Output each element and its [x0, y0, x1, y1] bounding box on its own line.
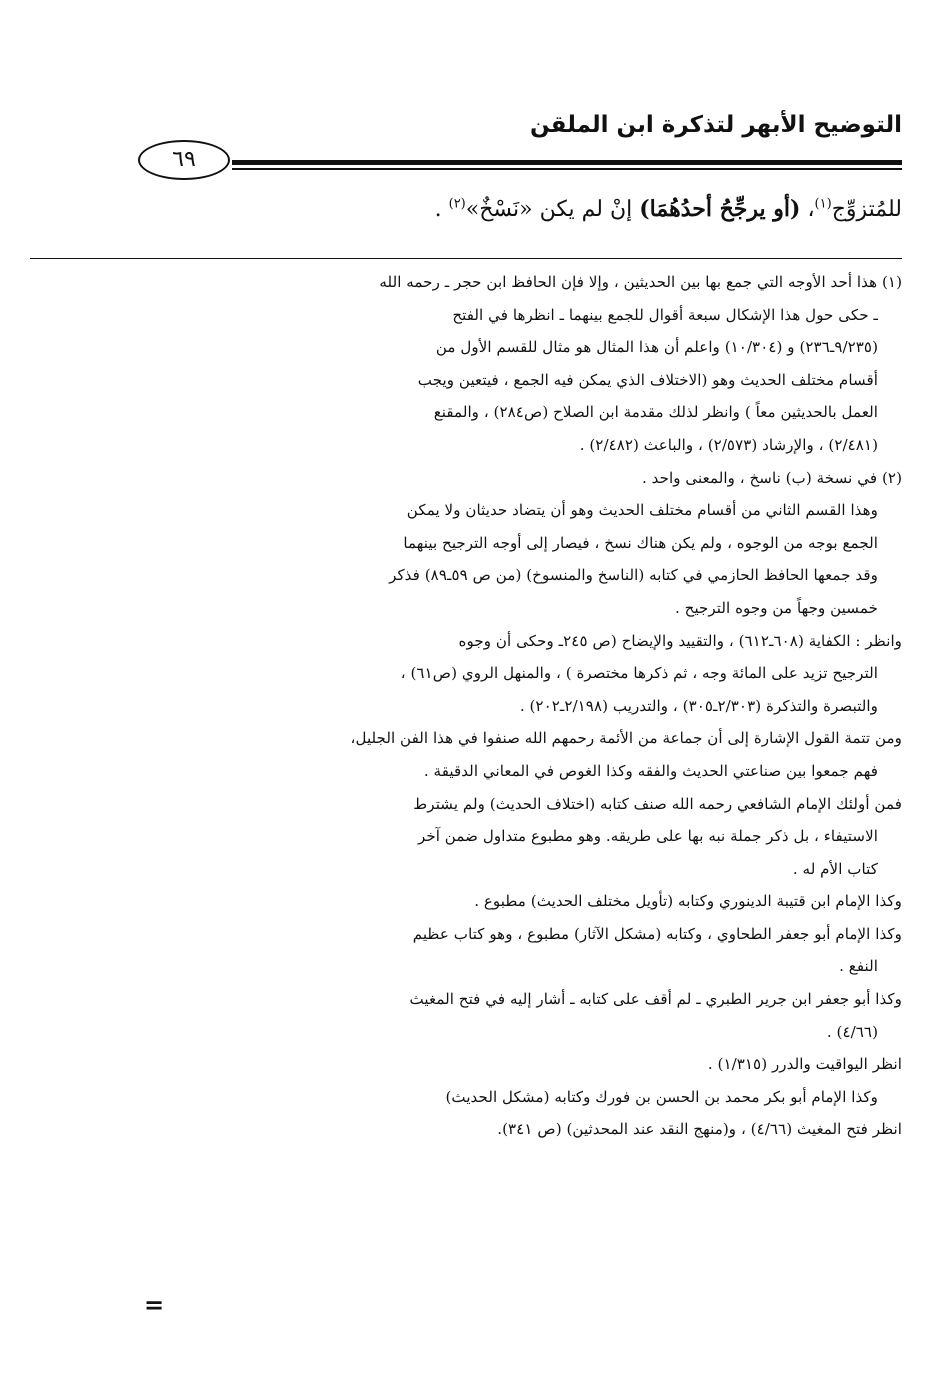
footnote-line: أقسام مختلف الحديث وهو (الاختلاف الذي يمكن فيه الجمع ، فيتعين ويجب	[417, 370, 878, 389]
footnote-line: فمن أولئك الإمام الشافعي رحمه الله صنف كتابه (اختلاف الحديث) ولم يشترط	[413, 794, 902, 813]
footnote-ref-1: (١)	[814, 196, 832, 212]
footnote-line: (٤/٦٦) .	[826, 1022, 878, 1041]
main-text-part: إنْ لم يكن «نَسْخٌ»	[465, 197, 640, 222]
footnote-line: (٢/٤٨١) ، والإرشاد (٢/٥٧٣) ، والباعث (٢/٤٨٢) .	[579, 435, 878, 454]
footnote-line: النفع .	[839, 957, 878, 976]
page-number: ٦٩	[138, 140, 230, 180]
footnote-line: ـ حكى حول هذا الإشكال سبعة أقوال للجمع بينهما ـ انظرها في الفتح	[452, 305, 878, 324]
footnote-line: الترجيح تزيد على المائة وجه ، ثم ذكرها مختصرة ) ، والمنهل الروي (ص٦١) ،	[400, 664, 878, 683]
footnote-line: وكذا أبو جعفر ابن جرير الطبري ـ لم أقف على كتابه ـ أشار إليه في فتح المغيث	[409, 990, 902, 1009]
main-text-part: ،	[800, 197, 815, 222]
footnote-line: وكذا الإمام أبو بكر محمد بن الحسن بن فورك وكتابه (مشكل الحديث)	[445, 1087, 878, 1106]
header-rule-thin	[232, 168, 902, 170]
footnote-line: العمل بالحديثين معاً ) وانظر لذلك مقدمة ابن الصلاح (ص٢٨٤) ، والمقنع	[433, 403, 878, 422]
main-text-line	[30, 196, 902, 222]
footnote-line: انظر فتح المغيث (٤/٦٦) ، و(منهج النقد عند المحدثين) (ص ٣٤١).	[497, 1120, 902, 1139]
footnotes-block	[30, 266, 902, 1146]
footnote-ref-2: (٢)	[448, 196, 466, 212]
footnote-line: والتبصرة والتذكرة (٢/٣٠٣ـ٣٠٥) ، والتدريب (٢/١٩٨ـ٢٠٢) .	[519, 696, 878, 715]
header-rule-thick	[232, 160, 902, 165]
footnote-line: وانظر : الكفاية (٦٠٨ـ٦١٢) ، والتقييد والإيضاح (ص ٢٤٥ـ وحكى أن وجوه	[458, 631, 902, 650]
footnote-line: الاستيفاء ، بل ذكر جملة نبه بها على طريقه. وهو مطبوع متداول ضمن آخر	[417, 827, 878, 846]
footnote-line: فهم جمعوا بين صناعتي الحديث والفقه وكذا الغوص في المعاني الدقيقة .	[423, 761, 878, 780]
footnote-line: انظر اليواقيت والدرر (١/٣١٥) .	[707, 1055, 902, 1074]
footnote-line: وهذا القسم الثاني من أقسام مختلف الحديث وهو أن يتضاد حديثان ولا يمكن	[406, 501, 878, 520]
footnote-line: خمسين وجهاً من وجوه الترجيح .	[675, 598, 878, 617]
footnote-line: وقد جمعها الحافظ الحازمي في كتابه (الناسخ والمنسوخ) (من ص ٥٩ـ٨٩) فذكر	[389, 566, 878, 585]
footnote-line: (٢) في نسخة (ب) ناسخ ، والمعنى واحد .	[641, 468, 902, 487]
main-text-part: .	[434, 197, 449, 222]
footnote-line: (١) هذا أحد الأوجه التي جمع بها بين الحديثين ، وإلا فإن الحافظ ابن حجر ـ رحمه الله	[379, 273, 902, 291]
footnote-line: ومن تتمة القول الإشارة إلى أن جماعة من الأئمة رحمهم الله صنفوا في هذا الفن الجليل،	[350, 729, 902, 748]
running-title: التوضيح الأبهر لتذكرة ابن الملقن	[529, 112, 902, 138]
footnote-line: وكذا الإمام أبو جعفر الطحاوي ، وكتابه (مشكل الآثار) مطبوع ، وهو كتاب عظيم	[412, 924, 902, 943]
footnote-line: الجمع بوجه من الوجوه ، ولم يكن هناك نسخ ، فيصار إلى أوجه الترجيح بينهما	[403, 533, 878, 552]
footnote-line: كتاب الأم له .	[792, 859, 878, 878]
main-text-bold-phrase: (أو يرجِّحُ أحدُهُمَا)	[639, 196, 801, 222]
footnote-line: (٩/٢٣٥ـ٢٣٦) و (١٠/٣٠٤) واعلم أن هذا المثال هو مثال للقسم الأول من	[435, 338, 878, 357]
main-text-part: للمُتزوِّج	[831, 197, 902, 222]
footnote-line: وكذا الإمام ابن قتيبة الدينوري وكتابه (تأويل مختلف الحديث) مطبوع .	[474, 892, 902, 911]
footnote-separator	[30, 258, 902, 259]
end-mark: =	[144, 1290, 165, 1319]
